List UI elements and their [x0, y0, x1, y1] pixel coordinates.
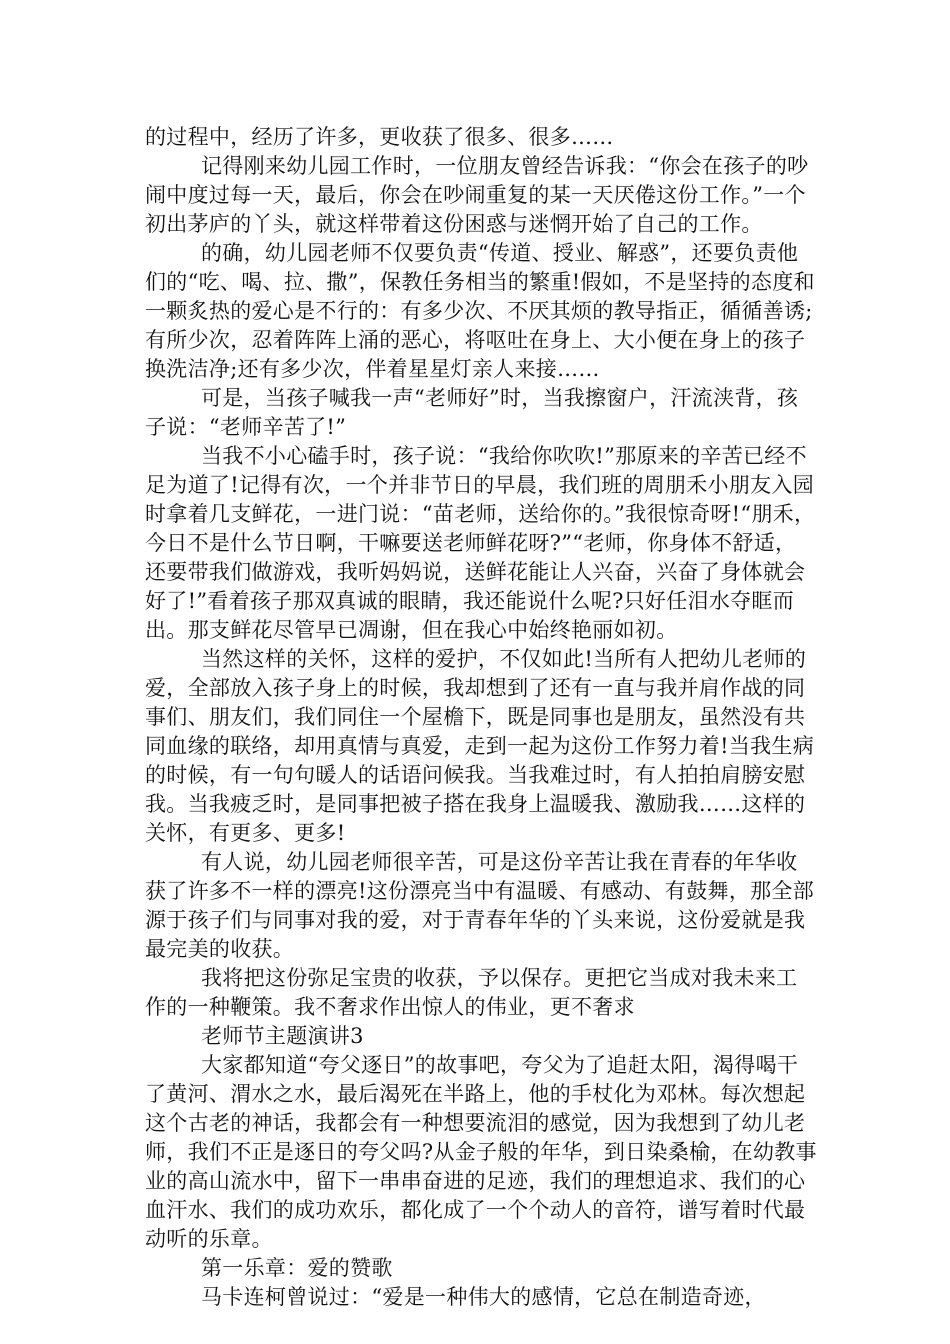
paragraph: 马卡连柯曾说过：“爱是一种伟大的感情，它总在制造奇迹，: [201, 1285, 766, 1309]
section-title: 老师节主题演讲3: [201, 1024, 364, 1048]
paragraph: 的过程中，经历了许多，更收获了很多、很多……: [145, 125, 614, 149]
paragraph: 我将把这份弥足宝贵的收获，予以保存。更把它当成对我未来工作的一种鞭策。我不奢求作出惊人的伟业，更不奢求: [145, 966, 798, 1019]
paragraph: 当然这样的关怀，这样的爱护，不仅如此!当所有人把幼儿老师的爱，全部放入孩子身上的时候，我却想到了还有一直与我并肩作战的同事们、朋友们，我们同住一个屋檐下，既是同事也是朋友，虽然没有共同血缘的联络，却用真情与真爱，走到一起为这份工作努力着!当我生病的时候，有一句句暖人的话语问候我。当我难过时，有人拍拍肩膀安慰我。当我疲乏时，是同事把被子搭在我身上温暖我、激励我……这样的关怀，有更多、更多!: [145, 647, 815, 845]
document-body: [145, 123, 817, 1312]
paragraph: 当我不小心磕手时，孩子说：“我给你吹吹!”那原来的辛苦已经不足为道了!记得有次，一个并非节日的早晨，我们班的周朋禾小朋友入园时拿着几支鲜花，一进门说：“苗老师，送给你的。”我很惊奇呀!“朋禾，今日不是什么节日啊，干嘛要送老师鲜花呀?”“老师，你身体不舒适，还要带我们做游戏，我听妈妈说，送鲜花能让人兴奋，兴奋了身体就会好了!”看着孩子那双真诚的眼睛，我还能说什么呢?只好任泪水夺眶而出。那支鲜花尽管早已凋谢，但在我心中始终艳丽如初。: [145, 444, 816, 642]
paragraph: 有人说，幼儿园老师很辛苦，可是这份辛苦让我在青春的年华收获了许多不一样的漂亮!这份漂亮当中有温暖、有感动、有鼓舞，那全部源于孩子们与同事对我的爱，对于青春年华的丫头来说，这份爱就是我最完美的收获。: [145, 850, 815, 961]
paragraph: 大家都知道“夸父逐日”的故事吧，夸父为了追赶太阳，渴得喝干了黄河、渭水之水，最后渴死在半路上，他的手杖化为邓林。每次想起这个古老的神话，我都会有一种想要流泪的感觉，因为我想到了幼儿老师，我们不正是逐日的夸父吗?从金子般的年华，到日染桑榆，在幼教事业的高山流水中，留下一串串奋进的足迹，我们的理想追求、我们的心血汗水、我们的成功欢乐，都化成了一个个动人的音符，谱写着时代最动听的乐章。: [145, 1053, 817, 1251]
paragraph: 的确，幼儿园老师不仅要负责“传道、授业、解惑”，还要负责他们的“吃、喝、拉、撒”，保教任务相当的繁重!假如，不是坚持的态度和一颗炙热的爱心是不行的：有多少次、不厌其烦的教导指正，循循善诱;有所少次，忍着阵阵上涌的恶心，将呕吐在身上、大小便在身上的孩子换洗洁净;还有多少次，伴着星星灯亲人来接……: [145, 241, 815, 381]
chapter-heading: 第一乐章：爱的赞歌: [201, 1256, 393, 1280]
paragraph: 可是，当孩子喊我一声“老师好”时，当我擦窗户，汗流浃背，孩子说：“老师辛苦了!”: [145, 386, 799, 439]
paragraph: 记得刚来幼儿园工作时，一位朋友曾经告诉我：“你会在孩子的吵闹中度过每一天，最后，你会在吵闹重复的某一天厌倦这份工作。”一个初出茅庐的丫头，就这样带着这份困惑与迷惘开始了自己的工作。: [145, 154, 809, 236]
